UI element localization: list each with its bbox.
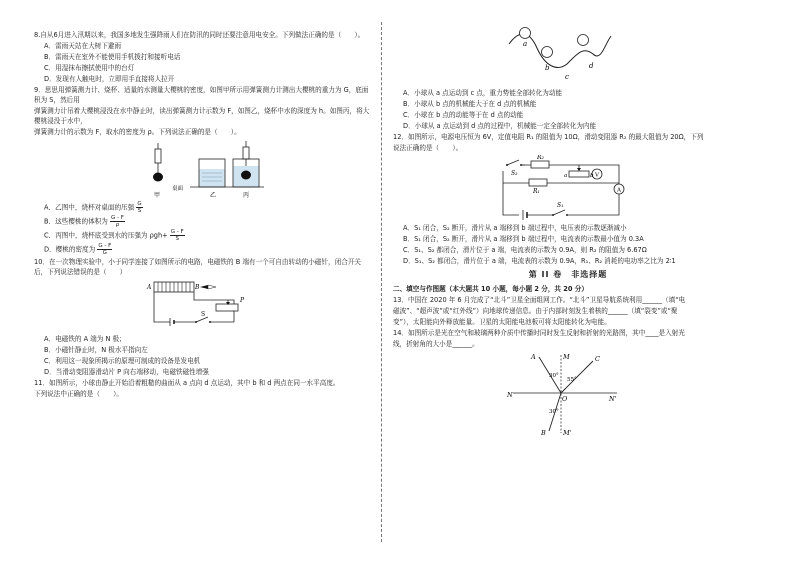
- left-column: [34, 30, 374, 400]
- q10-option-d: D．当滑动变阻器滑动片 P 向右端移动，电磁铁磁性增强: [44, 368, 209, 376]
- q14-line1: 14．如图所示是光在空气和玻璃两种介质中传播时同时发生反射和折射的光路图，其中____是入射光: [393, 329, 685, 337]
- q12-label-s2: S₂: [511, 170, 518, 177]
- q11-option-d: D．小球从 a 点运动到 d 点的过程中，机械能一定全部转化为内能: [403, 122, 597, 130]
- q12-label-a: a: [564, 173, 568, 179]
- q9-option-a-numerator: G: [137, 201, 142, 207]
- light-label-n-prime: N': [609, 395, 617, 403]
- q11-label-d: d: [589, 62, 594, 70]
- q12-label-b: b: [590, 173, 594, 179]
- part2-section-head: 二、填空与作图题（本大题共 10 小题，每小题 2 分，共 20 分）: [393, 285, 588, 293]
- q9-option-b-fraction: [110, 215, 125, 228]
- q9-stem-line3: 弹簧测力计的示数为 F，取水的密度为 ρ。下列说法正确的是（ ）。: [34, 128, 241, 136]
- q9-option-d-denominator: G: [102, 250, 107, 256]
- q8-option-a: A．雷雨天站在大树下避雨: [44, 42, 122, 50]
- q9-option-c: [44, 229, 374, 242]
- circuit-label-s: S: [201, 311, 206, 318]
- q10-stem: 10．在一次物理实验中，小于同学连接了如图所示的电路，电磁铁的 B 端有一个可自由转动的小磁针，闭合开关后，下列说法错误的是（ ）: [34, 258, 362, 276]
- q9-option-d-text: D．樱桃的密度为: [44, 245, 96, 254]
- spring-scale-jia: [153, 143, 163, 182]
- angle-30-top: 30°: [549, 373, 559, 379]
- q12-label-amp: A: [617, 187, 621, 194]
- circuit-label-b: B: [195, 284, 200, 291]
- q12-label-v: V: [595, 172, 599, 179]
- q11-label-a: a: [523, 40, 528, 48]
- q9-option-b: [44, 215, 374, 228]
- q11-label-b: b: [545, 64, 550, 72]
- label-yi: 乙: [210, 192, 217, 199]
- q12-stem-line2: 说法正确的是（ ）。: [393, 144, 463, 152]
- q11-label-c: c: [565, 73, 569, 81]
- angle-55: 55°: [567, 377, 577, 383]
- q12-option-a: A．S₁ 闭合，S₂ 断开，滑片从 a 端移到 b 端过程中，电压表的示数逐渐减小: [403, 224, 627, 232]
- label-table: 桌面: [172, 186, 184, 192]
- angle-30-bottom: 30°: [549, 409, 559, 415]
- q13-line3: 变”），太阳能向外释放能量。卫星的太阳能电池板可将太阳能转化为电能。: [393, 318, 611, 326]
- beaker-bing: [233, 141, 259, 187]
- q9-option-c-denominator: S: [175, 236, 179, 242]
- q10-option-b: B．小磁针静止时，N 极水平指向左: [44, 346, 148, 354]
- light-label-m-prime: M': [563, 429, 572, 437]
- light-label-n: N: [507, 391, 513, 399]
- q9-option-b-numerator: G - F: [110, 215, 124, 221]
- q9-option-a-denominator: S: [137, 208, 142, 214]
- q9-option-c-text: C．丙图中，烧杯底受到水的压强为 ρgh+: [44, 231, 168, 240]
- light-label-o: O: [562, 395, 568, 403]
- q12-label-r1: R₁: [533, 188, 540, 195]
- q14-line2: 线，折射角的大小是______。: [393, 340, 479, 348]
- q9-option-d: [44, 243, 374, 256]
- q9-stem-line1: 9．思思用弹簧测力计、烧杯、适量的水测量大樱桃的密度，如图甲所示用弹簧测力计测出大樱桃的重力为 G，底面积为 S，然后用: [34, 86, 369, 104]
- q12-circuit: [493, 155, 633, 221]
- light-label-a: A: [531, 353, 536, 361]
- q12-label-r2: R₂: [537, 155, 544, 161]
- q10-circuit: [144, 278, 264, 334]
- q12-option-d: D．S₁、S₂ 都闭合，滑片位于 a 端，电流表的示数为 0.9A，R₁、R₂ 消耗的电功率之比为 2∶1: [403, 257, 676, 265]
- right-column: [393, 24, 743, 437]
- label-jia: 甲: [154, 192, 161, 199]
- q11-figure: [505, 24, 615, 86]
- q9-figure: [144, 139, 344, 201]
- q11-option-c: C．小球在 b 点的动能等于在 d 点的动能: [403, 111, 524, 119]
- q9-stem-line2: 弹簧测力计吊着大樱桃浸没在水中静止时，读出弹簧测力计示数为 F，如图乙，烧杯中水的深度为 h。如图丙，将大樱桃浸没于水中，: [34, 107, 370, 125]
- q10-option-c: C．利用这一现象所揭示的原理可制成的设备是发电机: [44, 357, 201, 365]
- q9-option-a-text: A．乙图中，烧杯对桌面的压强: [44, 203, 135, 212]
- q11-stem-line2: 下列说法中正确的是（ ）。: [34, 390, 124, 398]
- q12-stem-line1: 12．如图所示，电源电压恒为 6V，定值电阻 R₁ 的阻值为 10Ω，滑动变阻器 R₂ 的最大阻值为 20Ω，下列: [393, 133, 704, 141]
- q12-option-c: C．S₁、S₂ 都闭合，滑片位于 a 端，电流表的示数为 0.9A，则 R₂ 的阻值为 6.67Ω: [403, 246, 647, 254]
- q11-option-b: B．小球从 b 点的机械能大于在 d 点的机械能: [403, 100, 537, 108]
- light-label-m: M: [563, 353, 570, 361]
- light-label-c: C: [595, 355, 600, 363]
- q11-option-a: A．小球从 a 点运动到 c 点，重力势能全部转化为动能: [403, 89, 563, 97]
- q12-label-s1: S₁: [557, 202, 564, 209]
- q14-light-figure: [505, 351, 625, 437]
- circuit-label-p: P: [240, 297, 245, 304]
- q9-option-d-numerator: G - F: [98, 243, 112, 249]
- q8-option-c: C．用湿抹布擦拭使用中的台灯: [44, 64, 135, 72]
- q8-stem: 8.自从6月进入汛期以来，我国多地发生强降雨人们在防汛的同时还要注意用电安全。下列做法正确的是（ ）。: [34, 31, 365, 39]
- q8-option-d: D．发现有人触电时，立即用手直接将人拉开: [44, 75, 175, 83]
- q11-stem-line1: 11．如图所示，小球由静止开始沿着粗糙的曲面从 a 点向 d 点运动，其中 b 和 d 两点在同一水平高度。: [34, 379, 340, 387]
- q12-option-b: B．S₁ 闭合，S₂ 断开，滑片从 a 端移到 b 端过程中，电流表的示数最小值为 0.3A: [403, 235, 644, 243]
- light-label-b: B: [541, 429, 546, 437]
- q10-option-a: A．电磁铁的 A 端为 N 极；: [44, 335, 126, 343]
- q9-option-b-denominator: ρ: [115, 222, 120, 228]
- q13-line1: 13．中国在 2020 年 6 月完成了“北斗”卫星全面组网工作。“北斗”卫星导航系统利用______（填“电: [393, 296, 686, 304]
- q13-line2: 磁波”、“超声波”或“红外线”）向地球传递信息。由于内部时刻发生着核的______（填“裂变”或“聚: [393, 307, 678, 315]
- q9-option-c-fraction: [170, 229, 185, 242]
- q9-option-d-fraction: [97, 243, 112, 256]
- label-bing: 丙: [243, 192, 250, 199]
- column-divider: [381, 22, 382, 542]
- q8-option-b: B．雷雨天在室外不能使用手机拨打和接听电话: [44, 53, 181, 61]
- circuit-label-a: A: [147, 284, 152, 291]
- part2-title: 第 II 卷 非选择题: [528, 270, 608, 279]
- beaker-yi: [199, 159, 225, 187]
- q9-option-c-numerator: G - F: [170, 229, 184, 235]
- q9-option-b-text: B．这些樱桃的体积为: [44, 217, 108, 226]
- q9-option-a-fraction: [136, 201, 142, 214]
- q9-option-a: [44, 201, 374, 214]
